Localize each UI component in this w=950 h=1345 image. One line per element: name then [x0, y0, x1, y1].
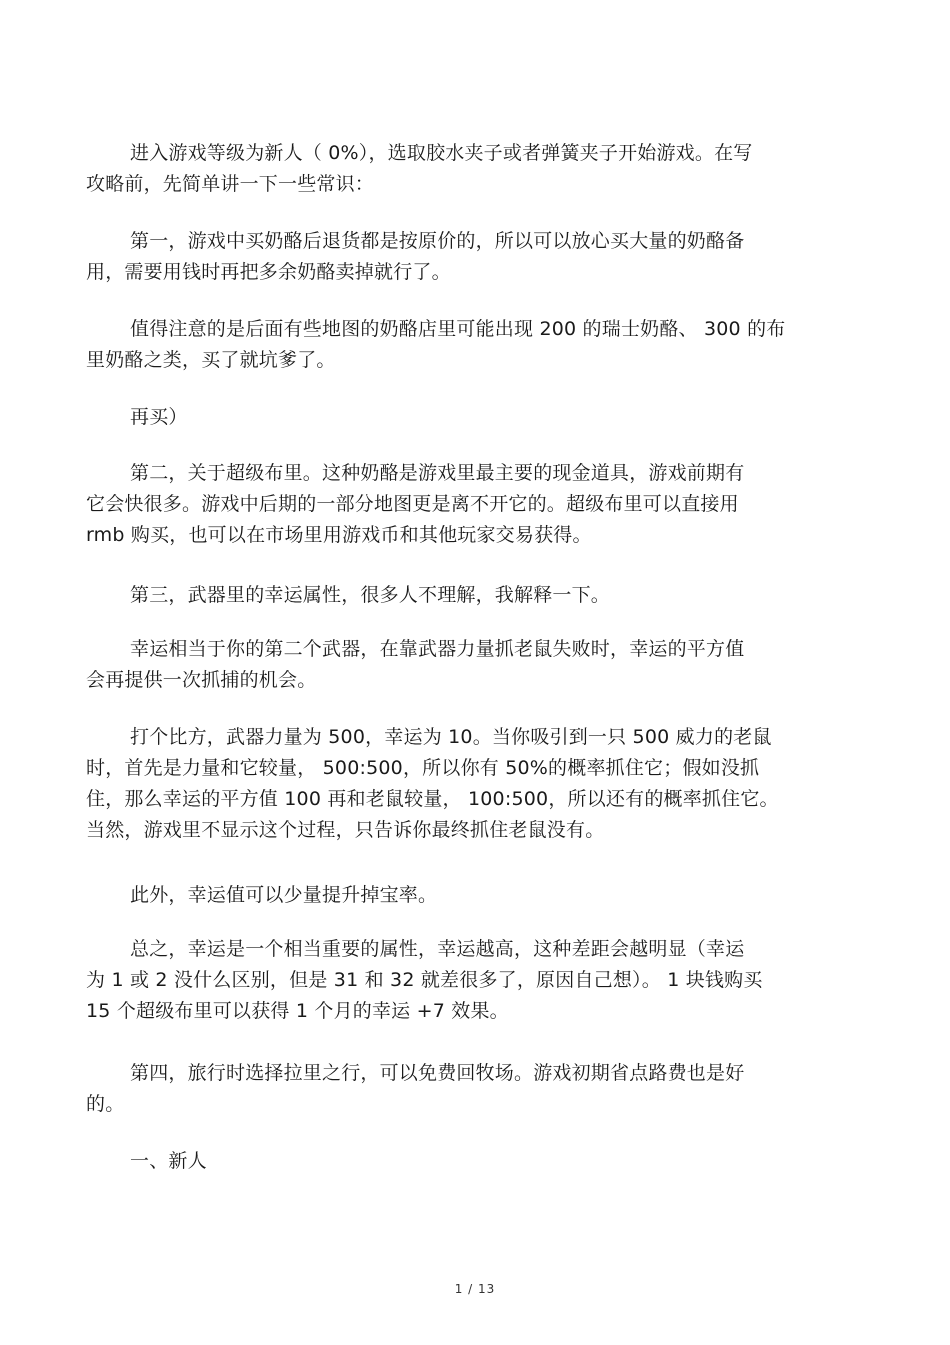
text-line: 此外，幸运值可以少量提升掉宝率。 [130, 884, 438, 906]
text-line: 第四，旅行时选择拉里之行，可以免费回牧场。游戏初期省点路费也是好 [130, 1062, 745, 1084]
paragraph-intro [86, 138, 866, 200]
text-line: 为 1 或 2 没什么区别，但是 31 和 32 就差很多了，原因自己想）。 1 块钱购买 [86, 969, 763, 991]
text-line: 打个比方，武器力量为 500，幸运为 10。当你吸引到一只 500 威力的老鼠 [130, 726, 772, 748]
paragraph-drop-rate [86, 880, 866, 911]
text-line: 的。 [86, 1093, 125, 1115]
text-line: 时，首先是力量和它较量， 500:500，所以你有 50%的概率抓住它；假如没抓 [86, 757, 760, 779]
text-line: 它会快很多。游戏中后期的一部分地图更是离不开它的。超级布里可以直接用 [86, 493, 739, 515]
text-line: 第二，关于超级布里。这种奶酪是游戏里最主要的现金道具，游戏前期有 [130, 462, 745, 484]
text-line: 总之，幸运是一个相当重要的属性，幸运越高，这种差距会越明显（幸运 [130, 938, 745, 960]
paragraph-cheese-warning [86, 314, 866, 376]
text-line: 再买） [130, 406, 188, 428]
paragraph-tip-four [86, 1058, 866, 1120]
text-line: 用，需要用钱时再把多余奶酪卖掉就行了。 [86, 261, 451, 283]
section-heading-newbie [86, 1146, 866, 1177]
paragraph-summary [86, 934, 866, 1027]
paragraph-luck-explained [86, 634, 866, 696]
text-line: 值得注意的是后面有些地图的奶酪店里可能出现 200 的瑞士奶酪、 300 的布 [130, 318, 786, 340]
paragraph-tip-one [86, 226, 866, 288]
text-line: 住，那么幸运的平方值 100 再和老鼠较量， 100:500，所以还有的概率抓住它。 [86, 788, 779, 810]
paragraph-tip-two [86, 458, 866, 551]
text-line: 一、新人 [130, 1150, 207, 1172]
text-line: 进入游戏等级为新人（ 0%），选取胶水夹子或者弹簧夹子开始游戏。在写 [130, 142, 753, 164]
text-line: 15 个超级布里可以获得 1 个月的幸运 +7 效果。 [86, 1000, 509, 1022]
text-line: 第一，游戏中买奶酪后退货都是按原价的，所以可以放心买大量的奶酪备 [130, 230, 745, 252]
paragraph-buy-again [86, 402, 866, 433]
text-line: 第三，武器里的幸运属性，很多人不理解，我解释一下。 [130, 584, 611, 606]
text-line: 会再提供一次抓捕的机会。 [86, 669, 317, 691]
text-line: rmb 购买，也可以在市场里用游戏币和其他玩家交易获得。 [86, 524, 592, 546]
text-line: 当然，游戏里不显示这个过程，只告诉你最终抓住老鼠没有。 [86, 819, 605, 841]
text-line: 里奶酪之类，买了就坑爹了。 [86, 349, 336, 371]
page-number: 1 / 13 [454, 1282, 496, 1296]
text-line: 攻略前，先简单讲一下一些常识： [86, 173, 375, 195]
text-line: 幸运相当于你的第二个武器，在靠武器力量抓老鼠失败时，幸运的平方值 [130, 638, 745, 660]
paragraph-example [86, 722, 866, 846]
paragraph-tip-three [86, 580, 866, 611]
